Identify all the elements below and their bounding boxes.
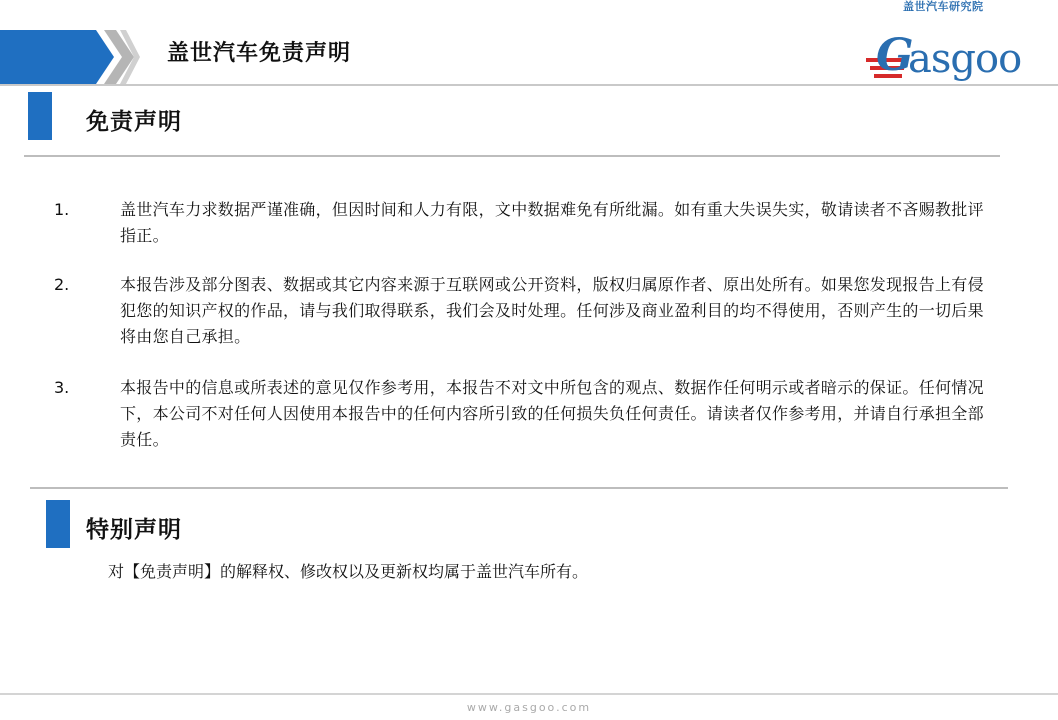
section-title-disclaimer: 免责声明 bbox=[86, 109, 182, 135]
header-band bbox=[0, 30, 140, 84]
list-item-number: 1. bbox=[54, 200, 70, 219]
special-statement-text: 对【免责声明】的解释权、修改权以及更新权均属于盖世汽车所有。 bbox=[108, 562, 589, 581]
list-item-number: 3. bbox=[54, 378, 70, 397]
page-title: 盖世汽车免责声明 bbox=[167, 41, 352, 66]
list-item-number: 2. bbox=[54, 275, 70, 294]
section-divider bbox=[30, 487, 1008, 489]
gasgoo-logo bbox=[866, 24, 1046, 84]
logo-subtitle: 盖世汽车研究院 bbox=[903, 0, 984, 13]
list-item-text: 本报告中的信息或所表述的意见仅作参考用，本报告不对文中所包含的观点、数据作任何明示或者暗示的保证。任何情况下，本公司不对任何人因使用本报告中的任何内容所引致的任何损失负任何责任。请读者仅作参考用，并请自行承担全部责任。 bbox=[120, 378, 984, 449]
section-title-special: 特别声明 bbox=[86, 517, 182, 543]
section-marker bbox=[46, 500, 70, 548]
list-item-text: 本报告涉及部分图表、数据或其它内容来源于互联网或公开资料，版权归属原作者、原出处所有。如果您发现报告上有侵犯您的知识产权的作品，请与我们取得联系，我们会及时处理。任何涉及商业盈利目的均不得使用，否则产生的一切后果将由您自己承担。 bbox=[120, 275, 984, 346]
logo-wordmark: asgoo bbox=[908, 36, 1022, 82]
footer-url: www.gasgoo.com bbox=[466, 701, 592, 714]
footer-divider bbox=[0, 693, 1058, 695]
section-marker bbox=[28, 92, 52, 140]
header-divider bbox=[0, 84, 1058, 86]
section-divider bbox=[24, 155, 1000, 157]
logo-initial: G bbox=[876, 30, 914, 81]
list-item-text: 盖世汽车力求数据严谨准确，但因时间和人力有限，文中数据难免有所纰漏。如有重大失误失实，敬请读者不吝赐教批评指正。 bbox=[120, 200, 984, 245]
